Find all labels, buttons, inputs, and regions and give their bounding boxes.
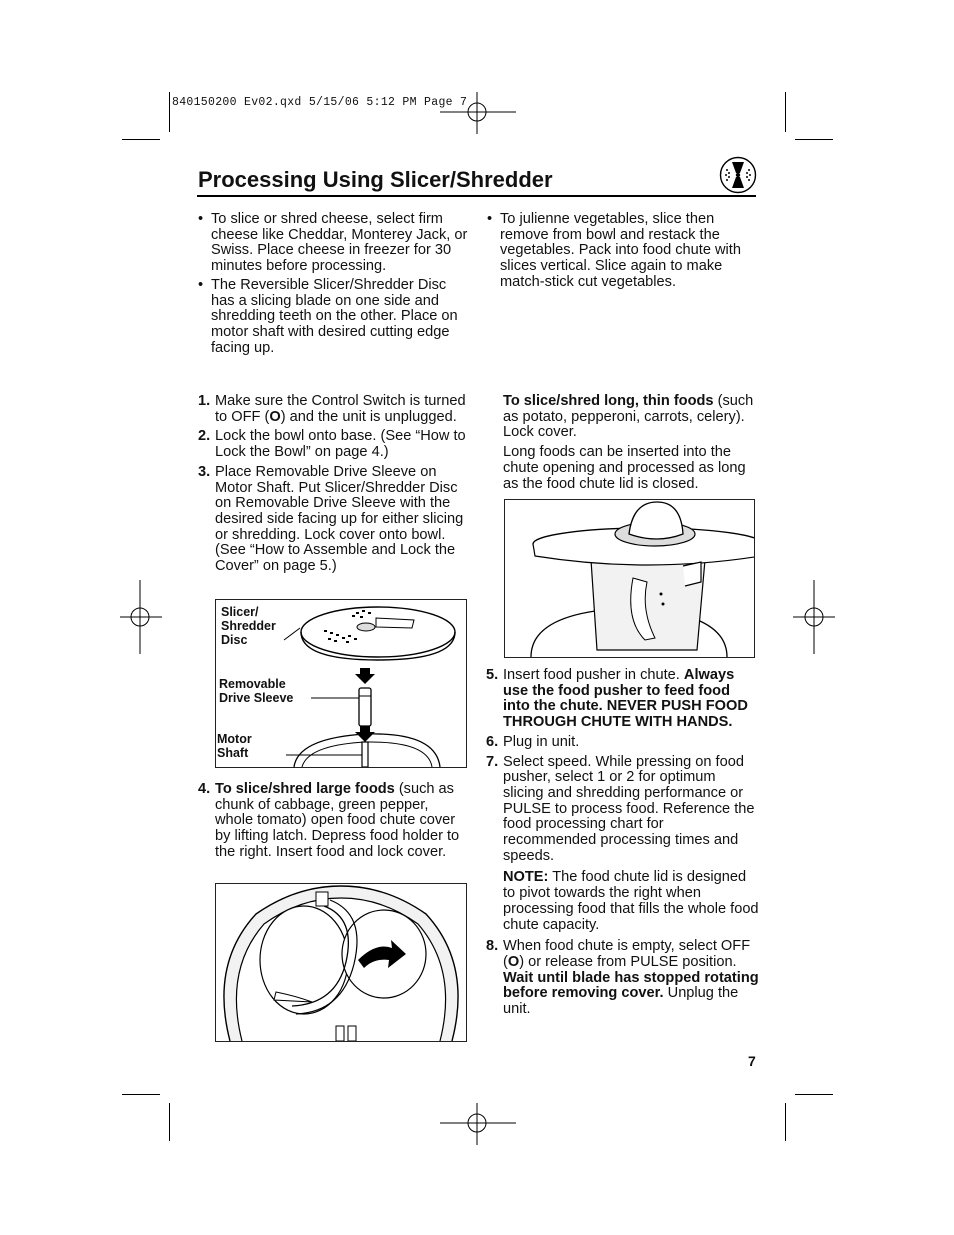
- bullet-item: • The Reversible Slicer/Shredder Disc has a slicing blade on one side and shredding teeth on the other. Place on motor shaft with desired cutting edge facing up.: [198, 276, 458, 356]
- figure-disc-assembly: [215, 599, 467, 768]
- note: NOTE: The food chute lid is designed to pivot towards the right when processing food that fills the whole food chute capacity.: [503, 869, 759, 933]
- steps-right: [486, 668, 759, 1022]
- top-left-bullets: [198, 212, 470, 359]
- registration-mark-left: [120, 580, 162, 654]
- step-2: 2. Lock the bowl onto base. (See “How to Lock the Bowl” on page 4.): [198, 428, 466, 461]
- step-8: 8. When food chute is empty, select OFF (O) or release from PULSE position. Wait until blade has stopped rotating before removing cover. Unplug the unit.: [486, 938, 759, 1018]
- cover-top-view-illustration: [216, 884, 466, 1041]
- label-drive-sleeve: Removable Drive Sleeve: [219, 677, 294, 705]
- step-5: 5. Insert food pusher in chute. Always use the food pusher to feed food into the chute. NEVER PUSH FOOD THROUGH CHUTE WITH HANDS.: [486, 667, 748, 731]
- step-7: 7. Select speed. While pressing on food pusher, select 1 or 2 for optimum slicing and shredding performance or PULSE to process food. Reference the food processing chart for recommended processing times and speeds.: [486, 753, 755, 864]
- slicer-disc-icon: [719, 156, 757, 194]
- step-1: 1. Make sure the Control Switch is turned to OFF (O) and the unit is unplugged.: [198, 393, 466, 425]
- bullet-item: • To slice or shred cheese, select firm cheese like Cheddar, Monterey Jack, or Swiss. Place cheese in freezer for 30 minutes before processing.: [198, 211, 468, 275]
- processor-side-view-illustration: [505, 500, 754, 657]
- page-title: Processing Using Slicer/Shredder: [198, 167, 553, 192]
- steps-left: [198, 394, 470, 579]
- top-right-bullets: [487, 212, 759, 294]
- registration-mark-right: [793, 580, 835, 654]
- registration-mark-top: [440, 92, 516, 134]
- print-slug: 840150200 Ev02.qxd 5/15/06 5:12 PM Page 7: [172, 96, 468, 109]
- step-4: 4. To slice/shred large foods (such as chunk of cabbage, green pepper, whole tomato) open food chute cover by lifting latch. Depress food holder to the right. Insert food and lock cover.: [198, 781, 460, 860]
- bullet-item: • To julienne vegetables, slice then remove from bowl and restack the vegetables. Pack into food chute with slices vertical. Slice again to make match-stick cut vegetables.: [487, 211, 741, 290]
- step-6: 6. Plug in unit.: [486, 733, 580, 750]
- label-slicer-disc: Slicer/ Shredder Disc: [221, 605, 276, 647]
- title-rule: [197, 195, 756, 197]
- label-motor-shaft: Motor Shaft: [217, 732, 252, 760]
- page-number: 7: [748, 1053, 756, 1069]
- figure-processor-side-view: [504, 499, 755, 658]
- registration-mark-bottom: [440, 1103, 516, 1145]
- long-foods-section: To slice/shred long, thin foods (such as potato, pepperoni, carrots, celery). Lock cover. Long foods can be inserted into the chute opening and processed as long as the food chute lid is closed.: [503, 393, 754, 492]
- figure-cover-top-view: [215, 883, 467, 1042]
- step-3: 3. Place Removable Drive Sleeve on Motor Shaft. Put Slicer/Shredder Disc on Removable Drive Sleeve with the desired side facing up for either slicing or shredding. Lock cover onto bowl. (See “How to Assemble and Lock the Cover” on page 5.): [198, 463, 464, 575]
